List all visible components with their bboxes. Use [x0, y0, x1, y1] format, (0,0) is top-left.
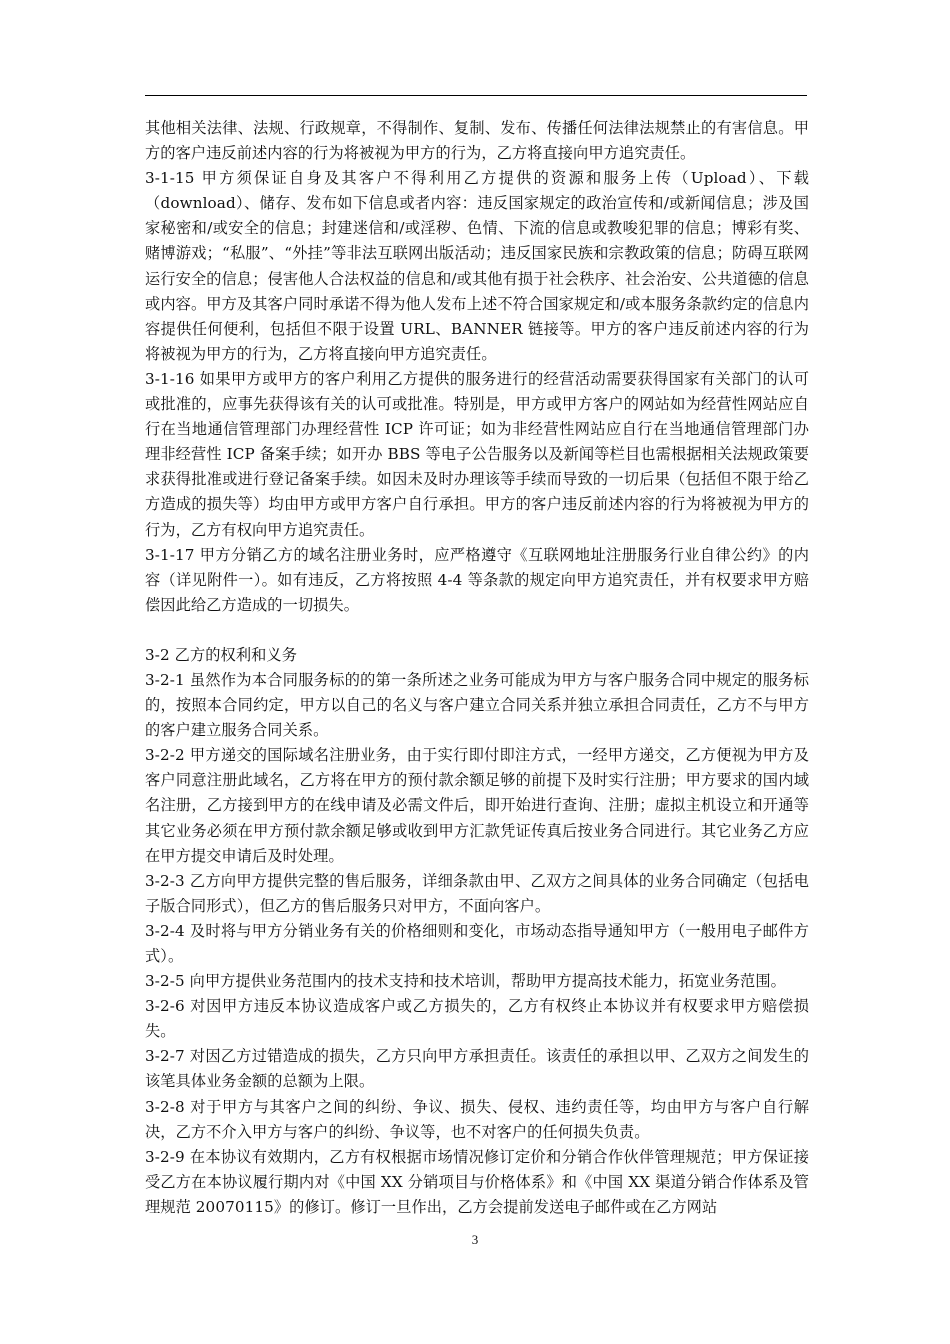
paragraph: 3-1-16 如果甲方或甲方的客户利用乙方提供的服务进行的经营活动需要获得国家有关部门的认可或批准的，应事先获得该有关的认可或批准。特别是，甲方或甲方客户的网站如为经营性网站应自行在当地通信管理部门办理经营性 ICP 许可证；如为非经营性网站应自行在当地通信管理部门办理非经营性 ICP 备案手续；如开办 BBS 等电子公告服务以及新闻等栏目也需根据相关法规政策要求获得批准或进行登记备案手续。如因未及时办理该等手续而导致的一切后果（包括但不限于给乙方造成的损失等）均由甲方或甲方客户自行承担。甲方的客户违反前述内容的行为将被视为甲方的行为，乙方有权向甲方追究责任。 — [145, 369, 809, 539]
blank-line — [145, 618, 809, 643]
paragraph: 3-1-15 甲方须保证自身及其客户不得利用乙方提供的资源和服务上传（Upload）、下载（download）、储存、发布如下信息或者内容：违反国家规定的政治宣传和/或新闻信息；涉及国家秘密和/或安全的信息；封建迷信和/或淫秽、色情、下流的信息或教唆犯罪的信息；博彩有奖、赌博游戏；“私服”、“外挂”等非法互联网出版活动；违反国家民族和宗教政策的信息；防碍互联网运行安全的信息；侵害他人合法权益的信息和/或其他有损于社会秩序、社会治安、公共道德的信息或内容。甲方及其客户同时承诺不得为他人发布上述不符合国家规定和/或本服务条款约定的信息内容提供任何便利，包括但不限于设置 URL、BANNER 链接等。甲方的客户违反前述内容的行为将被视为甲方的行为，乙方将直接向甲方追究责任。 — [145, 169, 809, 363]
section-heading: 3-2 乙方的权利和义务 — [145, 645, 297, 664]
paragraph: 3-2-9 在本协议有效期内，乙方有权根据市场情况修订定价和分销合作伙伴管理规范；甲方保证接受乙方在本协议履行期内对《中国 XX 分销项目与价格体系》和《中国 XX 渠道分销合作体系及管理规范 20070115》的修订。修订一旦作出，乙方会提前发送电子邮件或在乙方网站 — [145, 1147, 809, 1216]
paragraph: 3-2-5 向甲方提供业务范围内的技术支持和技术培训，帮助甲方提高技术能力，拓宽业务范围。 — [145, 972, 786, 991]
paragraph: 3-2-3 乙方向甲方提供完整的售后服务，详细条款由甲、乙双方之间具体的业务合同确定（包括电子版合同形式），但乙方的售后服务只对甲方，不面向客户。 — [145, 871, 809, 915]
paragraph: 3-2-7 对因乙方过错造成的损失，乙方只向甲方承担责任。该责任的承担以甲、乙双方之间发生的该笔具体业务金额的总额为上限。 — [145, 1047, 809, 1091]
paragraph: 其他相关法律、法规、行政规章，不得制作、复制、发布、传播任何法律法规禁止的有害信息。甲方的客户违反前述内容的行为将被视为甲方的行为，乙方将直接向甲方追究责任。 — [145, 119, 809, 163]
document-body — [145, 116, 809, 1220]
paragraph: 3-2-6 对因甲方违反本协议造成客户或乙方损失的，乙方有权终止本协议并有权要求甲方赔偿损失。 — [145, 997, 809, 1041]
header-rule — [145, 95, 807, 96]
paragraph: 3-2-4 及时将与甲方分销业务有关的价格细则和变化，市场动态指导通知甲方（一般用电子邮件方式）。 — [145, 921, 809, 965]
paragraph: 3-2-1 虽然作为本合同服务标的的第一条所述之业务可能成为甲方与客户服务合同中规定的服务标的，按照本合同约定，甲方以自己的名义与客户建立合同关系并独立承担合同责任，乙方不与甲方的客户建立服务合同关系。 — [145, 670, 809, 740]
paragraph: 3-1-17 甲方分销乙方的域名注册业务时，应严格遵守《互联网地址注册服务行业自律公约》的内容（详见附件一）。如有违反，乙方将按照 4-4 等条款的规定向甲方追究责任，并有权要求甲方赔偿因此给乙方造成的一切损失。 — [145, 545, 809, 614]
paragraph: 3-2-8 对于甲方与其客户之间的纠纷、争议、损失、侵权、违约责任等，均由甲方与客户自行解决，乙方不介入甲方与客户的纠纷、争议等，也不对客户的任何损失负责。 — [145, 1097, 809, 1141]
page-number: 3 — [471, 1232, 479, 1247]
paragraph: 3-2-2 甲方递交的国际域名注册业务，由于实行即付即注方式，一经甲方递交，乙方便视为甲方及客户同意注册此域名，乙方将在甲方的预付款余额足够的前提下及时实行注册；甲方要求的国内域名注册，乙方接到甲方的在线申请及必需文件后，即开始进行查询、注册；虚拟主机设立和开通等其它业务必须在甲方预付款余额足够或收到甲方汇款凭证传真后按业务合同进行。其它业务乙方应在甲方提交申请后及时处理。 — [145, 746, 809, 865]
